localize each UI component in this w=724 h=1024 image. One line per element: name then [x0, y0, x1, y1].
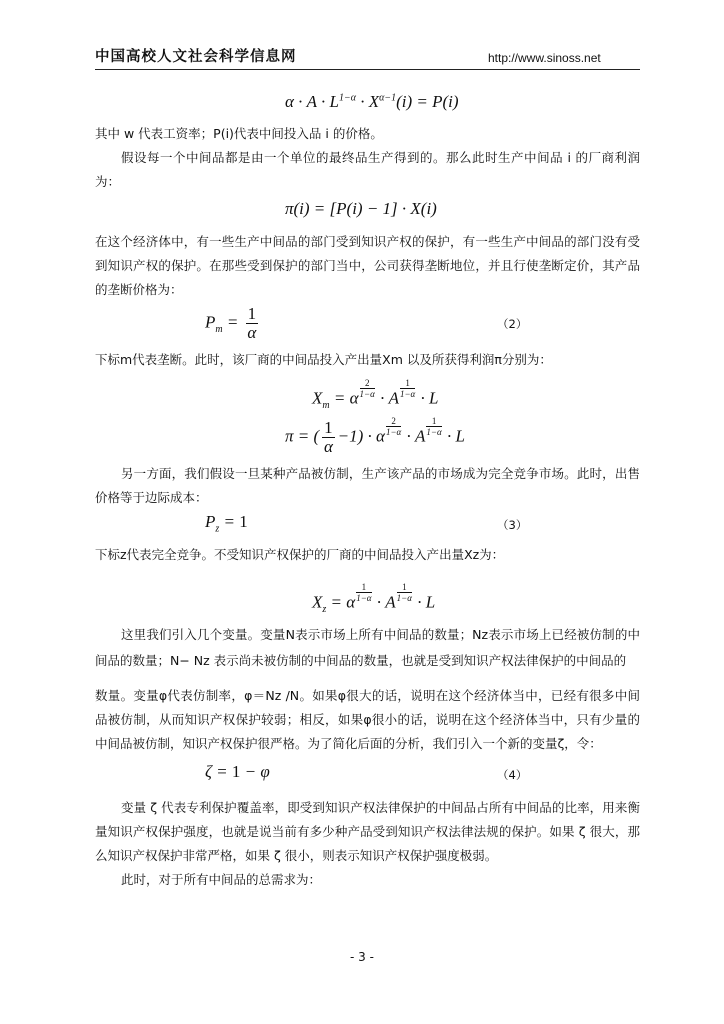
equation-number-2: （2）	[497, 317, 528, 331]
paragraph-p1: 其中 w 代表工资率；P(i)代表中间投入品 i 的价格。	[95, 126, 383, 141]
paragraph-p3: 在这个经济体中，有一些生产中间品的部门受到知识产权的保护，有一些生产中间品的部门没有受到知识产权的保护。在那些受到保护的部门当中，公司获得垄断地位，并且行使垄断定价，其产品的垄断价格为：	[95, 234, 640, 297]
equation-zeta: ζ = 1 − φ	[205, 762, 270, 781]
paragraph-p7b: 数量。变量φ代表仿制率，φ＝Nz /N。如果φ很大的话，说明在这个经济体当中，已经有很多中间品被仿制，从而知识产权保护较弱；相反，如果φ很小的话，说明在这个经济体当中，只有少量的中间品被仿制，知识产权保护很严格。为了简化后面的分析，我们引入一个新的变量ζ，令：	[95, 688, 640, 751]
paragraph-p4: 下标m代表垄断。此时，该厂商的中间品投入产出量Xm 以及所获得利润π分别为：	[95, 352, 552, 367]
paragraph-p2: 假设每一个中间品都是由一个单位的最终品生产得到的。那么此时生产中间品 i 的厂商利润为：	[95, 150, 640, 189]
paragraph-p6: 下标z代表完全竞争。不受知识产权保护的厂商的中间品投入产出量Xz为：	[95, 547, 505, 562]
page-number: - 3 -	[350, 950, 374, 964]
paragraph-p9: 此时，对于所有中间品的总需求为：	[121, 872, 322, 887]
equation-pm: $P_m$ = $\frac{1}{\alpha}$	[205, 304, 257, 342]
equation-number-4: （4）	[497, 768, 528, 782]
equation-pi: π = ( $\frac{1}{\alpha}$ −1) · α $\frac{2}{1-\alpha}$ · A $\frac{1}{1-\alpha}$ · L	[285, 416, 465, 457]
equation-pz: $P_z = 1$	[205, 512, 248, 535]
site-url[interactable]: http://www.sinoss.net	[488, 51, 601, 65]
equation-profit: π(i) = [P(i) − 1] · X(i)	[285, 199, 437, 218]
equation-xz: $X_z = \alpha$ $\frac{1}{1-\alpha}$ · A $\frac{1}{1-\alpha}$ · L	[312, 582, 436, 616]
paragraph-p7a: 这里我们引入几个变量。变量N表示市场上所有中间品的数量；Nz表示市场上已经被仿制的中间品的数量；N− Nz 表示尚未被仿制的中间品的数量，也就是受到知识产权法律保护的中间品的	[95, 627, 640, 668]
equation-number-3: （3）	[497, 518, 528, 532]
journal-title: 中国高校人文社会科学信息网	[95, 49, 297, 65]
paragraph-p8: 变量 ζ 代表专利保护覆盖率，即受到知识产权法律保护的中间品占所有中间品的比率，用来衡量知识产权保护强度，也就是说当前有多少种产品受到知识产权法律法规的保护。如果 ζ 很大，那么知识产权保护非常严格，如果 ζ 很小，则表示知识产权保护强度极弱。	[95, 800, 640, 863]
equation-price: $\alpha \cdot A \cdot L^{1-\alpha} \cdot X^{\alpha-1}(i) = P(i)$	[285, 92, 459, 111]
paragraph-p5: 另一方面，我们假设一旦某种产品被仿制，生产该产品的市场成为完全竞争市场。此时，出售价格等于边际成本：	[95, 466, 640, 505]
equation-xm: $X_m = \alpha$ $\frac{2}{1-\alpha}$ · A $\frac{1}{1-\alpha}$ · L	[312, 378, 439, 412]
header-rule	[95, 69, 640, 70]
